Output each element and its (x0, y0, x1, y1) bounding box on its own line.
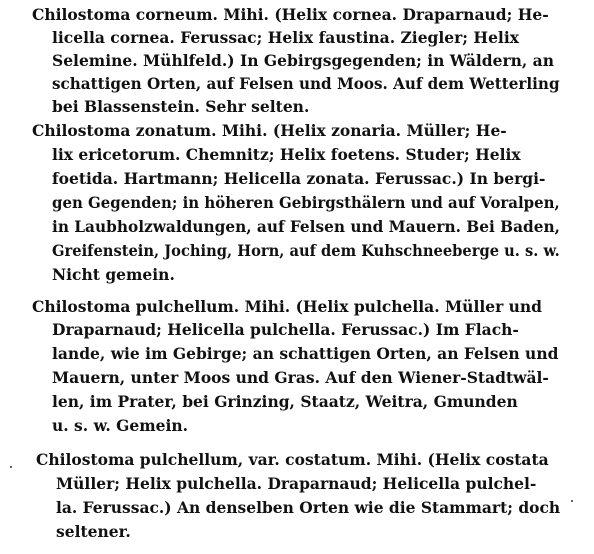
text-line: bei Blassenstein. Sehr selten. (52, 97, 310, 116)
text-line: Selemine. Mühlfeld.) In Gebirgsgegenden; in Wäldern, an (52, 51, 554, 70)
text-line: Greifenstein, Joching, Horn, auf dem Kuhschneeberge u. s. w. (52, 241, 560, 260)
text-line: gen Gegenden; in höheren Gebirgsthälern und auf Voralpen, (52, 193, 560, 212)
text-line: len, im Prater, bei Grinzing, Staatz, Weitra, Gmunden (52, 392, 518, 411)
text-line: lix ericetorum. Chemnitz; Helix foetens. Studer; Helix (52, 145, 521, 164)
text-line: Chilostoma corneum. Mihi. (Helix cornea. Draparnaud; He- (32, 5, 549, 24)
text-line: Chilostoma pulchellum. Mihi. (Helix pulchella. Müller und (32, 297, 543, 316)
text-line: Chilostoma zonatum. Mihi. (Helix zonaria. Müller; He- (32, 121, 507, 140)
text-line: la. Ferussac.) An denselben Orten wie die Stammart; doch (56, 498, 561, 517)
text-line: foetida. Hartmann; Helicella zonata. Ferussac.) In bergi- (52, 169, 546, 188)
print-speck (10, 466, 12, 468)
text-line: in Laubholzwaldungen, auf Felsen und Mauern. Bei Baden, (52, 217, 560, 236)
text-line: Mauern, unter Moos und Gras. Auf den Wiener-Stadtwäl- (52, 368, 549, 387)
text-line: licella cornea. Ferussac; Helix faustina. Ziegler; Helix (52, 28, 519, 47)
text-line: schattigen Orten, auf Felsen und Moos. Auf dem Wetterling (52, 74, 560, 93)
text-line: Chilostoma pulchellum, var. costatum. Mihi. (Helix costata (36, 450, 549, 469)
print-speck (571, 500, 573, 502)
text-line: lande, wie im Gebirge; an schattigen Orten, an Felsen und (52, 344, 559, 363)
text-line: seltener. (56, 522, 131, 541)
text-line: Müller; Helix pulchella. Draparnaud; Helicella pulchel- (56, 474, 537, 493)
text-line: u. s. w. Gemein. (52, 416, 189, 435)
text-line: Draparnaud; Helicella pulchella. Ferussac.) Im Flach- (52, 320, 519, 339)
text-line: Nicht gemein. (52, 265, 175, 284)
